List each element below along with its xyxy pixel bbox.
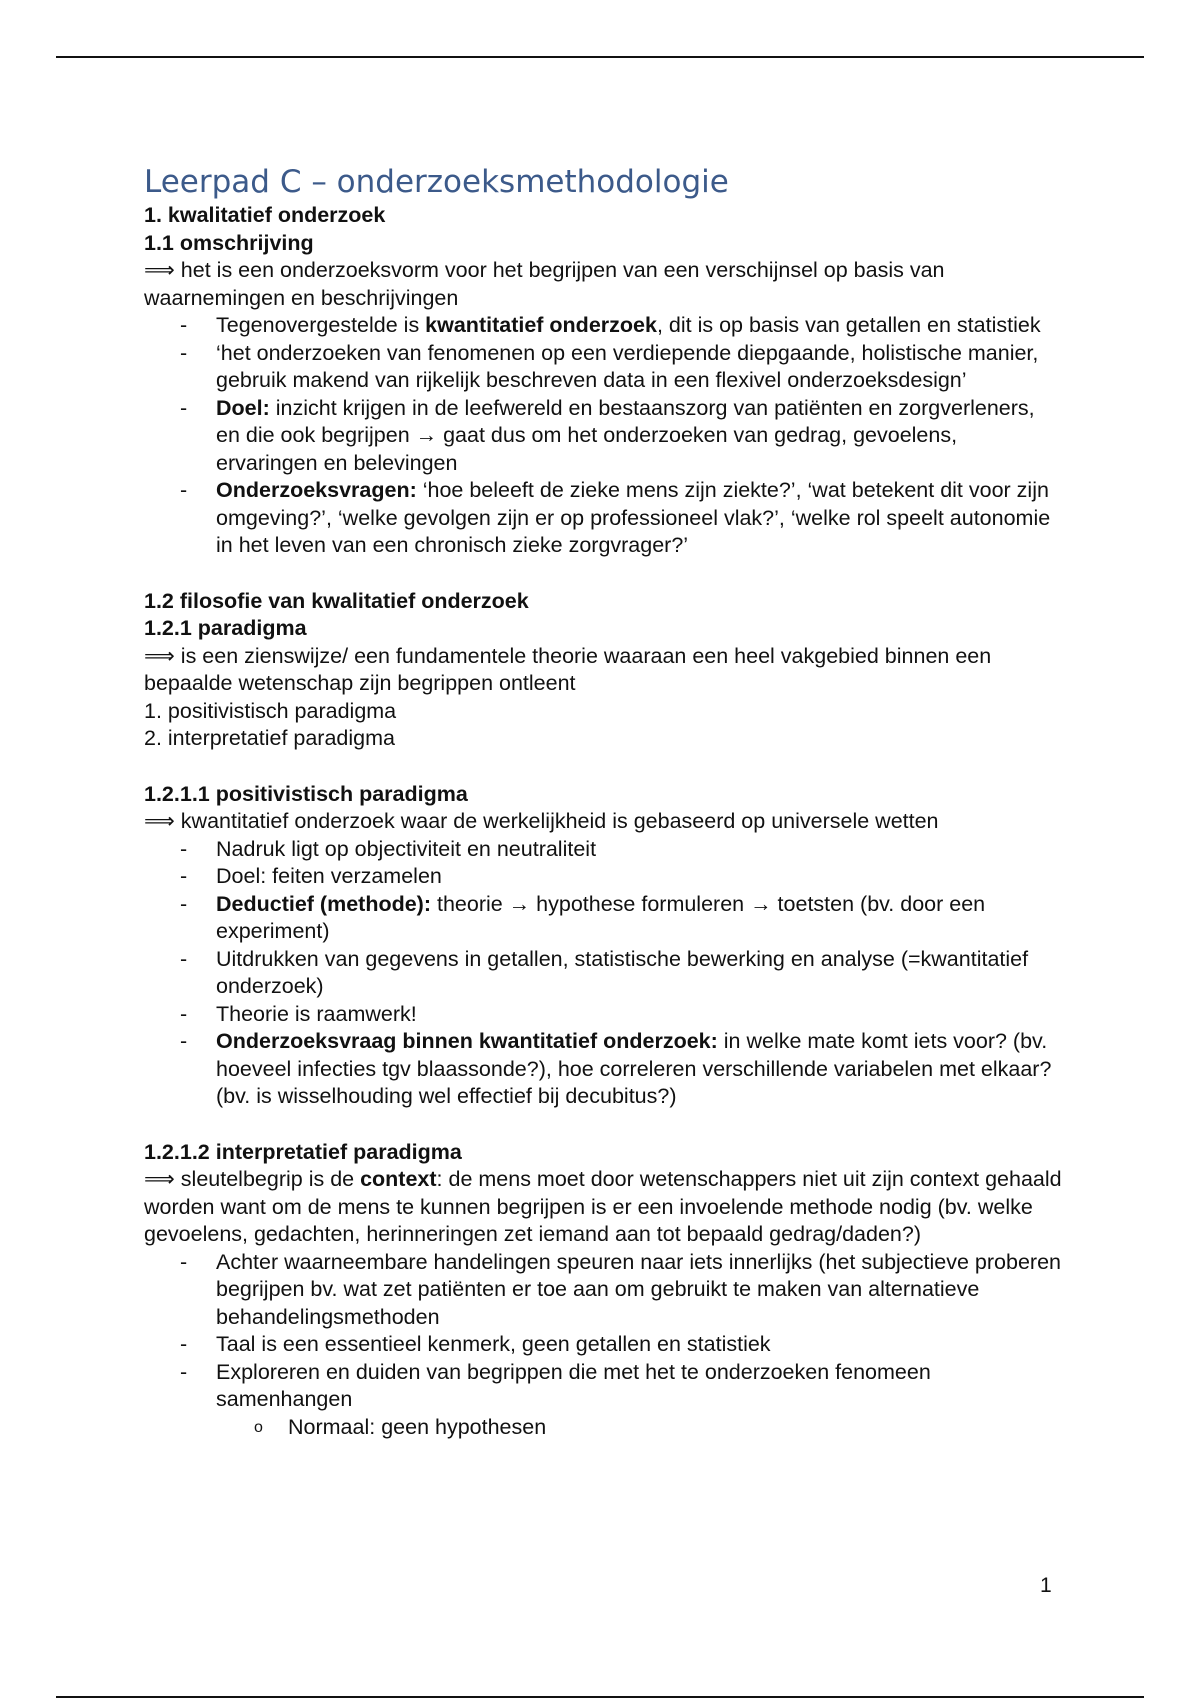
implies-arrow-icon: ⟹ [144, 643, 175, 668]
sub-list-item: o Normaal: geen hypothesen [144, 1414, 1064, 1442]
implies-arrow-icon: ⟹ [144, 1167, 175, 1191]
dash-bullet-icon: - [180, 1359, 188, 1384]
list-item: - ‘het onderzoeken van fenomenen op een verdiepende diepgaande, holistische manier, gebruik makend van rijkelijk beschreven data in een flexivel onderzoeksdesign’ [180, 340, 1039, 392]
heading-1-2-1-2: 1.2.1.2 interpretatief paradigma [144, 1139, 462, 1164]
heading-1-2-1: 1.2.1 paradigma [144, 616, 307, 640]
sublist-interpretatief [144, 1414, 1064, 1442]
dash-bullet-icon: - [180, 395, 188, 420]
paragraph-omschrijving: ⟹ het is een onderzoeksvorm voor het begrijpen van een verschijnsel op basis van waarnemingen en beschrijvingen [144, 258, 945, 310]
dash-bullet-icon: - [180, 340, 188, 365]
dash-bullet-icon: - [180, 891, 188, 916]
list-item: - Nadruk ligt op objectiviteit en neutraliteit [144, 836, 1064, 864]
list-item: - Uitdrukken van gegevens in getallen, statistische bewerking en analyse (=kwantitatief onderzoek) [180, 946, 1029, 998]
page-title: Leerpad C – onderzoeksmethodologie [144, 164, 729, 200]
dash-bullet-icon: - [180, 1249, 188, 1274]
heading-1: 1. kwalitatief onderzoek [144, 203, 386, 227]
list-item: - Onderzoeksvraag binnen kwantitatief onderzoek: in welke mate komt iets voor? (bv. hoeveel infecties tgv blaassonde?), hoe correleren verschillende variabelen met elkaar? (bv. is wisselhouding wel effectief bij decubitus?) [180, 1029, 1052, 1108]
page-number: 1 [1040, 1574, 1052, 1597]
heading-1-2: 1.2 filosofie van kwalitatief onderzoek [144, 588, 529, 613]
dash-bullet-icon: - [180, 864, 188, 888]
list-item: - Deductief (methode): theorie → hypothese formuleren → toetsten (bv. door een experiment) [180, 891, 986, 943]
numbered-item: 2. interpretatief paradigma [144, 726, 395, 750]
paragraph-interpretatief: ⟹ sleutelbegrip is de context: de mens moet door wetenschappers niet uit zijn context gehaald worden want om de mens te kunnen begrijpen is er een invoelende methode nodig (bv. welke gevoelens, gedachten, herinneringen zet iemand aan tot bepaald gedrag/daden?) [144, 1167, 1062, 1246]
list-item: - Onderzoeksvragen: ‘hoe beleeft de zieke mens zijn ziekte?’, ‘wat betekent dit voor zijn omgeving?’, ‘welke gevolgen zijn er op professioneel vlak?’, ‘welke rol speelt autonomie in het leven van een chronisch zieke zorgvrager?’ [180, 478, 1051, 557]
circle-bullet-icon: o [254, 1418, 263, 1436]
implies-arrow-icon: ⟹ [144, 809, 175, 833]
dash-bullet-icon: - [180, 1332, 188, 1356]
dash-bullet-icon: - [180, 946, 188, 971]
list-item: - Doel: feiten verzamelen [144, 863, 1064, 891]
list-item: - Doel: inzicht krijgen in de leefwereld en bestaanszorg van patiënten en zorgverleners, en die ook begrijpen → gaat dus om het onderzoeken van gedrag, gevoelens, ervaringen en belevingen [180, 395, 1035, 475]
dash-bullet-icon: - [180, 836, 188, 861]
footer-rule [56, 1696, 1144, 1698]
dash-bullet-icon: - [180, 313, 188, 337]
list-interpretatief [144, 1249, 1064, 1414]
list-item: - Tegenovergestelde is kwantitatief onderzoek, dit is op basis van getallen en statistiek [144, 312, 1064, 340]
page-content [144, 164, 1064, 1441]
list-item: - Taal is een essentieel kenmerk, geen getallen en statistiek [144, 1331, 1064, 1359]
heading-1-2-1-1: 1.2.1.1 positivistisch paradigma [144, 781, 468, 806]
dash-bullet-icon: - [180, 1001, 188, 1026]
paragraph-paradigma: ⟹ is een zienswijze/ een fundamentele theorie waaraan een heel vakgebied binnen een bepaalde wetenschap zijn begrippen ontleent [144, 643, 992, 695]
header-rule [56, 56, 1144, 58]
list-item: - Exploreren en duiden van begrippen die met het te onderzoeken fenomeen samenhangen [180, 1359, 931, 1411]
implies-arrow-icon: ⟹ [144, 258, 175, 282]
heading-1-1: 1.1 omschrijving [144, 230, 314, 255]
dash-bullet-icon: - [180, 1029, 188, 1053]
paragraph-positivistisch: ⟹ kwantitatief onderzoek waar de werkelijkheid is gebaseerd op universele wetten [144, 809, 939, 833]
list-positivistisch [144, 836, 1064, 1111]
list-item: - Achter waarneembare handelingen speuren naar iets innerlijks (het subjectieve proberen begrijpen bv. wat zet patiënten er toe aan om gebruikt te maken van alternatieve behandelingsmethoden [180, 1249, 1061, 1329]
list-omschrijving [144, 312, 1064, 560]
list-item: - Theorie is raamwerk! [144, 1001, 1064, 1029]
numbered-item: 1. positivistisch paradigma [144, 698, 397, 723]
dash-bullet-icon: - [180, 478, 188, 502]
